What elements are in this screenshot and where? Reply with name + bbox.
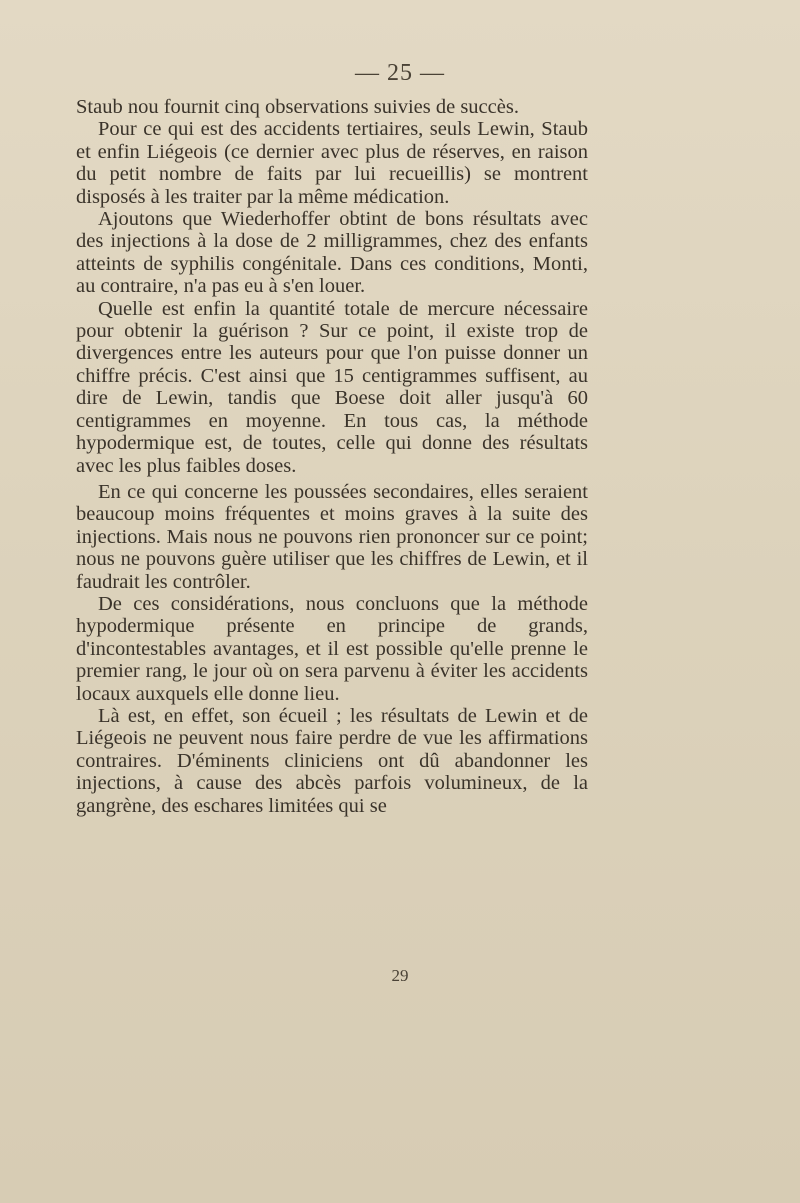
paragraph: Pour ce qui est des accidents tertiaires, seuls Lewin, Staub et enfin Liégeois (ce dernier avec plus de réserves, en raison du petit nombre de faits par lui recueillis) se montrent disposés à les traiter par la même médication. [76,118,588,208]
page-number: — 25 — [355,60,445,86]
signature-mark: 29 [391,966,409,985]
paragraph: Ajoutons que Wiederhoffer obtint de bons résultats avec des injections à la dose de 2 milligrammes, chez des enfants atteints de syphilis congénitale. Dans ces conditions, Monti, au contraire, n'a pas eu à s'en louer. [76,208,588,298]
paragraph: En ce qui concerne les poussées secondaires, elles seraient beaucoup moins fréquentes et moins graves à la suite des injections. Mais nous ne pouvons rien prononcer sur ce point; nous ne pouvons guère utiliser que les chiffres de Lewin, et il faudrait les contrôler. [76,480,588,593]
paragraph: Là est, en effet, son écueil ; les résultats de Lewin et de Liégeois ne peuvent nous faire perdre de vue les affirmations contraires. D'éminents cliniciens ont dû abandonner les injections, à cause des abcès parfois volumineux, de la gangrène, des eschares limitées qui se [76,704,588,817]
paragraph: Staub nou fournit cinq observations suivies de succès. [76,96,519,118]
body-text [76,96,588,817]
paragraph: De ces considérations, nous concluons que la méthode hypodermique présente en principe de grands, d'incontestables avantages, et il est possible qu'elle prenne le premier rang, le jour où on sera parvenu à éviter les accidents locaux auxquels elle donne lieu. [76,592,588,705]
paragraph: Quelle est enfin la quantité totale de mercure nécessaire pour obtenir la guérison ? Sur ce point, il existe trop de divergences entre les auteurs pour que l'on puisse donner un chiffre précis. C'est ainsi que 15 centigrammes suffisent, au dire de Lewin, tandis que Boese doit aller jusqu'à 60 centigrammes en moyenne. En tous cas, la méthode hypodermique est, de toutes, celle qui donne des résultats avec les plus faibles doses. [76,297,588,477]
